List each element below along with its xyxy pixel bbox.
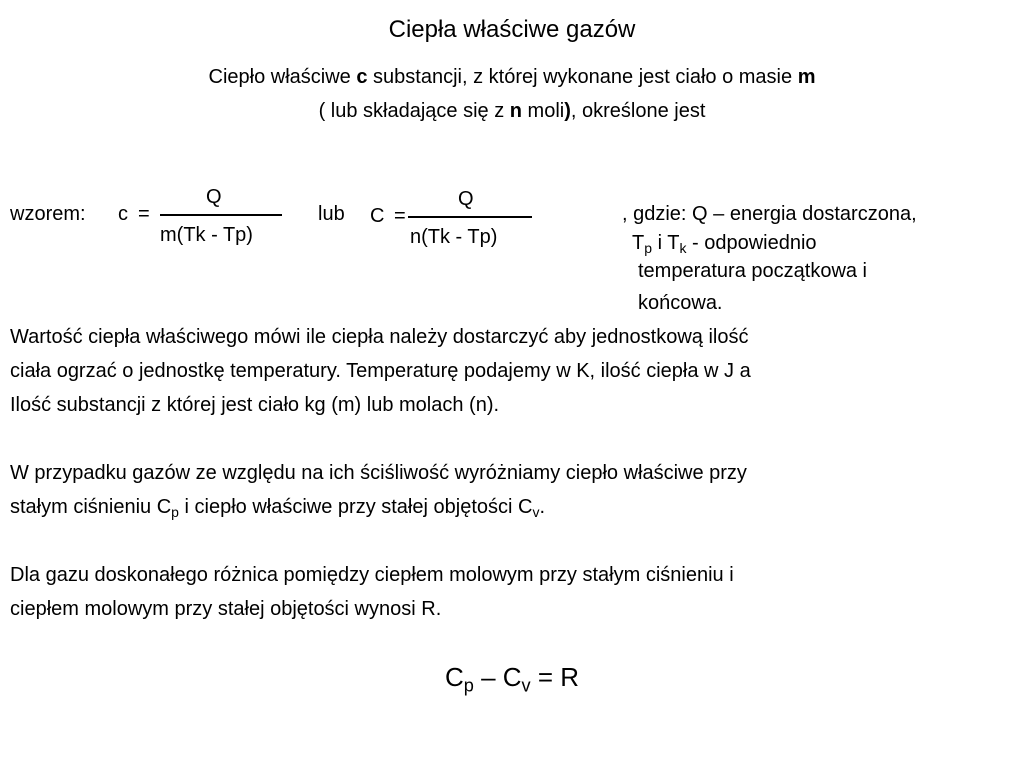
gdzie-line-1: , gdzie: Q – energia dostarczona, — [622, 203, 917, 225]
subscript-p: p — [644, 240, 653, 257]
subscript-v: v — [521, 675, 531, 696]
intro-text: ( lub składające się z — [318, 100, 510, 122]
gdzie-line-3: temperatura początkowa i — [638, 260, 868, 282]
page-title: Ciepła właściwe gazów — [388, 16, 636, 43]
paragraph-line: Dla gazu doskonałego różnica pomiędzy ciepłem molowym przy stałym ciśnieniu i — [10, 564, 734, 586]
formula-lhs: c — [118, 203, 128, 225]
paragraph-gases — [10, 456, 747, 524]
paragraph-line: Wartość ciepła właściwego mówi ile ciepła należy dostarczyć aby jednostkową ilość — [10, 326, 749, 348]
intro-text: substancji, z której wykonane jest ciało o masie — [367, 66, 798, 88]
formula-equals: = — [394, 205, 406, 227]
minus-sign: – — [473, 662, 503, 692]
intro-line-1 — [0, 66, 1024, 89]
wzorem-label: wzorem: — [10, 203, 86, 225]
paragraph-text: stałym ciśnieniu C — [10, 496, 172, 518]
fraction-bar — [408, 216, 532, 218]
symbol-m: m — [797, 66, 816, 88]
gdzie-text: - odpowiednio — [686, 232, 817, 254]
subscript-k: k — [679, 240, 687, 257]
formula-equals: = — [138, 203, 150, 225]
subscript-v: v — [532, 504, 540, 521]
symbol-c: C — [444, 662, 464, 692]
paragraph-line: W przypadku gazów ze względu na ich ściśliwość wyróżniamy ciepło właściwe przy — [10, 462, 747, 484]
fraction-bar — [160, 214, 282, 216]
intro-text: , określone jest — [570, 100, 706, 122]
paragraph-line — [10, 490, 747, 524]
symbol-t: T — [632, 232, 645, 254]
subscript-p: p — [171, 504, 179, 521]
paragraph-text: i ciepło właściwe przy stałej objętości C — [178, 496, 533, 518]
intro-paren: ) — [564, 100, 571, 122]
subscript-p: p — [463, 675, 474, 696]
formula-numerator: Q — [206, 186, 222, 208]
gdzie-line-4: końcowa. — [638, 292, 723, 314]
intro-text: Ciepło właściwe — [208, 66, 357, 88]
formula-numerator: Q — [458, 188, 474, 210]
formula-denominator: m(Tk - Tp) — [160, 224, 253, 246]
paragraph-text: . — [539, 496, 545, 518]
symbol-n: n — [509, 100, 522, 122]
formula-lhs: C — [370, 205, 385, 227]
gdzie-line-2 — [632, 232, 817, 255]
intro-text: moli — [522, 100, 565, 122]
paragraph-line: ciała ogrzać o jednostkę temperatury. Temperaturę podajemy w K, ilość ciepła w J a — [10, 360, 751, 382]
formula-denominator: n(Tk - Tp) — [410, 226, 498, 248]
paragraph-ideal-gas — [10, 558, 734, 626]
mayer-equation — [0, 662, 1024, 696]
symbol-c: c — [356, 66, 368, 88]
paragraph-line: Ilość substancji z której jest ciało kg (m) lub molach (n). — [10, 394, 500, 416]
gdzie-text: i — [652, 232, 668, 254]
symbol-t: T — [667, 232, 680, 254]
intro-line-2 — [0, 100, 1024, 123]
equation-rhs: = R — [530, 662, 580, 692]
lub-label: lub — [318, 203, 345, 225]
symbol-c: C — [502, 662, 522, 692]
paragraph-definition — [10, 320, 751, 422]
paragraph-line: ciepłem molowym przy stałej objętości wynosi R. — [10, 598, 442, 620]
